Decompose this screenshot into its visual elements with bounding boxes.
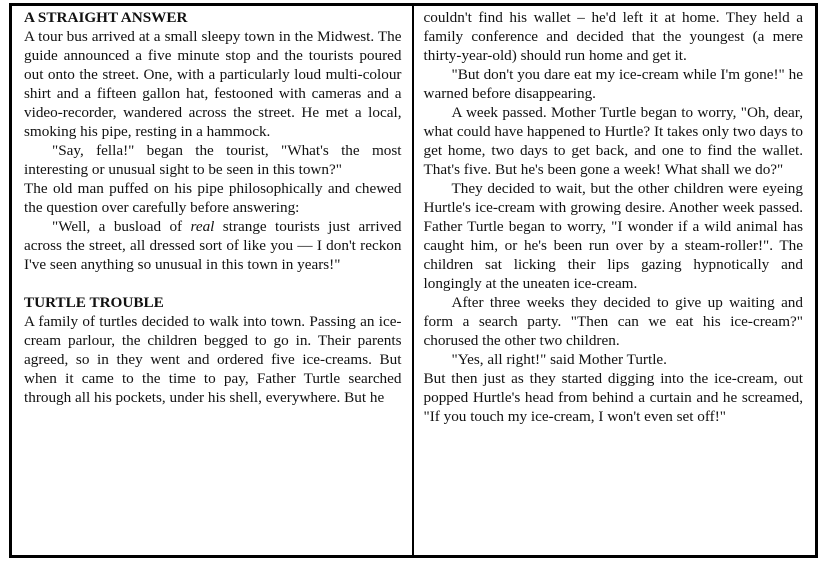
paragraph: "Say, fella!" began the tourist, "What's the most interesting or unusual sight to be seen in this town?"	[24, 142, 402, 178]
paragraph: "But don't you dare eat my ice-cream while I'm gone!" he warned before disappearing.	[423, 66, 803, 102]
story-title-turtle-trouble: TURTLE TROUBLE	[24, 294, 164, 311]
paragraph-text: strange tourists just arrived across the street, all dressed sort of like you — I don't reckon I've seen anything so unusual in this town in years!"	[24, 218, 402, 273]
paragraph: couldn't find his wallet – he'd left it at home. They held a family conference and decided that the youngest (a mere thirty-year-old) should run home and get it.	[423, 9, 803, 64]
spacer	[24, 274, 402, 293]
left-column	[12, 6, 414, 555]
paragraph: After three weeks they decided to give up waiting and form a search party. "Then can we eat his ice-cream?" chorused the other two children.	[423, 294, 803, 349]
paragraph: They decided to wait, but the other children were eyeing Hurtle's ice-cream with growing desire. Another week passed. Father Turtle began to worry, "I wonder if a wild animal has caught him, or he's been run over by a steam-roller!". The children sat licking their lips gazing hypnotically and longingly at the uneaten ice-cream.	[423, 180, 803, 292]
paragraph: "Yes, all right!" said Mother Turtle.	[451, 351, 667, 368]
paragraph: A tour bus arrived at a small sleepy town in the Midwest. The guide announced a five minute stop and the tourists poured out onto the street. One, with a particularly loud multi-colour shirt and a fifteen gallon hat, festooned with cameras and a video-recorder, wandered across the street. He met a local, smoking his pipe, resting in a hammock.	[24, 28, 402, 140]
right-column	[414, 6, 816, 555]
paragraph-text: "Well, a busload of	[52, 218, 191, 235]
paragraph: But then just as they started digging into the ice-cream, out popped Hurtle's head from behind a curtain and he screamed, "If you touch my ice-cream, I won't even set off!"	[423, 370, 803, 425]
document-frame	[9, 3, 818, 558]
story-title-straight-answer: A STRAIGHT ANSWER	[24, 9, 188, 26]
paragraph	[24, 217, 402, 274]
paragraph: The old man puffed on his pipe philosophically and chewed the question over carefully before answering:	[24, 180, 402, 216]
paragraph: A family of turtles decided to walk into town. Passing an ice-cream parlour, the children begged to go in. Their parents agreed, so in they went and ordered five ice-creams. But when it came to the time to pay, Father Turtle searched through all his pockets, under his shell, everywhere. But he	[24, 313, 402, 406]
emphasis-text: real	[190, 218, 215, 235]
paragraph: A week passed. Mother Turtle began to worry, "Oh, dear, what could have happened to Hurtle? It takes only two days to get home, two days to get back, and one to find the wallet. That's five. But he's been gone a week! What shall we do?"	[423, 104, 803, 178]
